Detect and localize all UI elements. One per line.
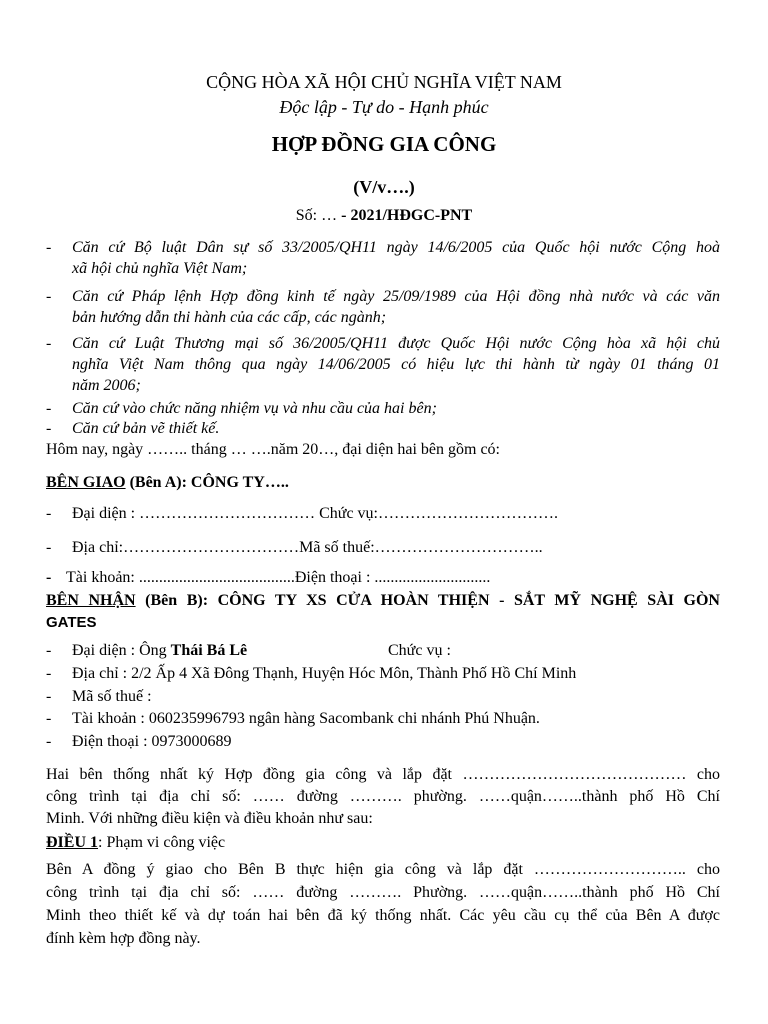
article-1-line: Bên A đồng ý giao cho Bên B thực hiện gia công và lắp đặt ……………………….. cho — [46, 861, 720, 878]
basis-line: nghĩa Việt Nam thông qua ngày 14/06/2005 có hiệu lực thi hành từ ngày 01 tháng 01 — [72, 356, 720, 373]
basis-text — [72, 237, 720, 279]
party-a-label: BÊN GIAO — [46, 474, 126, 491]
bullet-dash: - — [46, 400, 52, 417]
national-title: CỘNG HÒA XÃ HỘI CHỦ NGHĨA VIỆT NAM — [206, 72, 562, 92]
party-b-tax-text: Mã số thuế : — [72, 688, 152, 705]
bullet-dash: - — [46, 420, 52, 437]
basis-line: Căn cứ Pháp lệnh Hợp đồng kinh tế ngày 25/09/1989 của Hội đồng nhà nước và các văn — [72, 288, 720, 305]
party-b-position: Chức vụ : — [388, 642, 451, 659]
basis-line: Căn cứ Luật Thương mại số 36/2005/QH11 được Quốc Hội nước Cộng hòa xã hội chủ — [72, 335, 720, 352]
basis-item — [46, 398, 720, 419]
bullet-dash: - — [46, 288, 52, 305]
today-line: Hôm nay, ngày …….. tháng … ….năm 20…, đại diện hai bên gồm có: — [46, 441, 500, 458]
party-a-name: (Bên A): CÔNG TY….. — [125, 474, 289, 491]
article-1-line: Minh theo thiết kế và dự toán hai bên đã ký thống nhất. Các yêu cầu cụ thể của Bên A được — [46, 907, 720, 924]
bullet-dash: - — [46, 505, 52, 522]
basis-text — [72, 333, 720, 396]
national-motto: Độc lập - Tự do - Hạnh phúc — [279, 97, 489, 117]
bullet-dash: - — [46, 688, 52, 705]
party-a-address-text: Địa chỉ:……………………………Mã số thuế:………………………….. — [72, 539, 543, 556]
party-b-heading-line — [46, 590, 720, 612]
contract-number-suffix: - 2021/HĐGC-PNT — [341, 207, 473, 224]
contract-number-prefix: Số: … — [295, 207, 342, 224]
agreement-line: Hai bên thống nhất ký Hợp đồng gia công và lắp đặt …………………………………… cho — [46, 766, 720, 783]
bullet-dash: - — [46, 539, 52, 556]
party-b-account-text: Tài khoản : 060235996793 ngân hàng Sacombank chi nhánh Phú Nhuận. — [72, 710, 540, 727]
party-a-heading — [46, 472, 720, 493]
party-b-label: BÊN NHẬN — [46, 592, 136, 609]
basis-item — [46, 237, 720, 279]
party-b-phone-text: Điện thoại : 0973000689 — [72, 733, 232, 750]
basis-line: Căn cứ Bộ luật Dân sự số 33/2005/QH11 ngày 14/6/2005 của Quốc hội nước Cộng hoà — [72, 239, 720, 256]
party-b-name: (Bên B): CÔNG TY XS CỬA HOÀN THIỆN - SẮT MỸ NGHỆ SÀI GÒN — [135, 592, 720, 609]
basis-item — [46, 418, 720, 439]
article-1-title: : Phạm vi công việc — [98, 834, 226, 851]
agreement-paragraph — [46, 764, 720, 830]
contract-subject: (V/v….) — [353, 177, 415, 197]
basis-line: bản hướng dẫn thi hành của các cấp, các ngành; — [72, 309, 387, 326]
basis-item — [46, 286, 720, 328]
bullet-dash: - — [46, 642, 52, 659]
basis-line: Căn cứ bản vẽ thiết kế. — [72, 420, 220, 437]
party-a-rep-text: Đại diện : …………………………… Chức vụ:……………………………. — [72, 505, 558, 522]
basis-line: Căn cứ vào chức năng nhiệm vụ và nhu cầu của hai bên; — [72, 400, 437, 417]
contract-title: HỢP ĐỒNG GIA CÔNG — [271, 132, 497, 156]
article-1-label: ĐIỀU 1 — [46, 834, 99, 851]
party-b-address-text: Địa chỉ : 2/2 Ấp 4 Xã Đông Thạnh, Huyện Hóc Môn, Thành Phố Hồ Chí Minh — [72, 665, 577, 682]
agreement-line: công trình tại địa chỉ số: …… đường ………. phường. ……quận……..thành phố Hồ Chí — [46, 788, 720, 805]
party-b-heading — [46, 590, 720, 634]
contract-number — [0, 205, 768, 226]
bullet-dash: - — [46, 665, 52, 682]
party-a-account-text: Tài khoản: .......................................Điện thoại : ............................. — [66, 569, 491, 586]
basis-line: xã hội chủ nghĩa Việt Nam; — [72, 260, 248, 277]
article-1-heading — [46, 832, 720, 853]
bullet-dash: - — [46, 710, 52, 727]
party-b-rep-name: Thái Bá Lê — [170, 642, 248, 659]
party-b-rep-label: Đại diện : Ông — [72, 642, 171, 659]
bullet-dash: - — [46, 733, 52, 750]
basis-item — [46, 333, 720, 396]
basis-line: năm 2006; — [72, 377, 141, 394]
bullet-dash: - — [46, 239, 52, 256]
article-1-line: công trình tại địa chỉ số: …… đường ………. Phường. ……quận……..thành phố Hồ Chí — [46, 884, 720, 901]
bullet-dash: - — [46, 335, 52, 352]
article-1-line: đính kèm hợp đồng này. — [46, 930, 201, 947]
agreement-line: Minh. Với những điều kiện và điều khoản như sau: — [46, 810, 373, 827]
basis-text — [72, 286, 720, 328]
bullet-dash: - — [46, 569, 52, 586]
article-1-paragraph — [46, 858, 720, 950]
party-b-heading-line2: GATES — [46, 614, 97, 631]
